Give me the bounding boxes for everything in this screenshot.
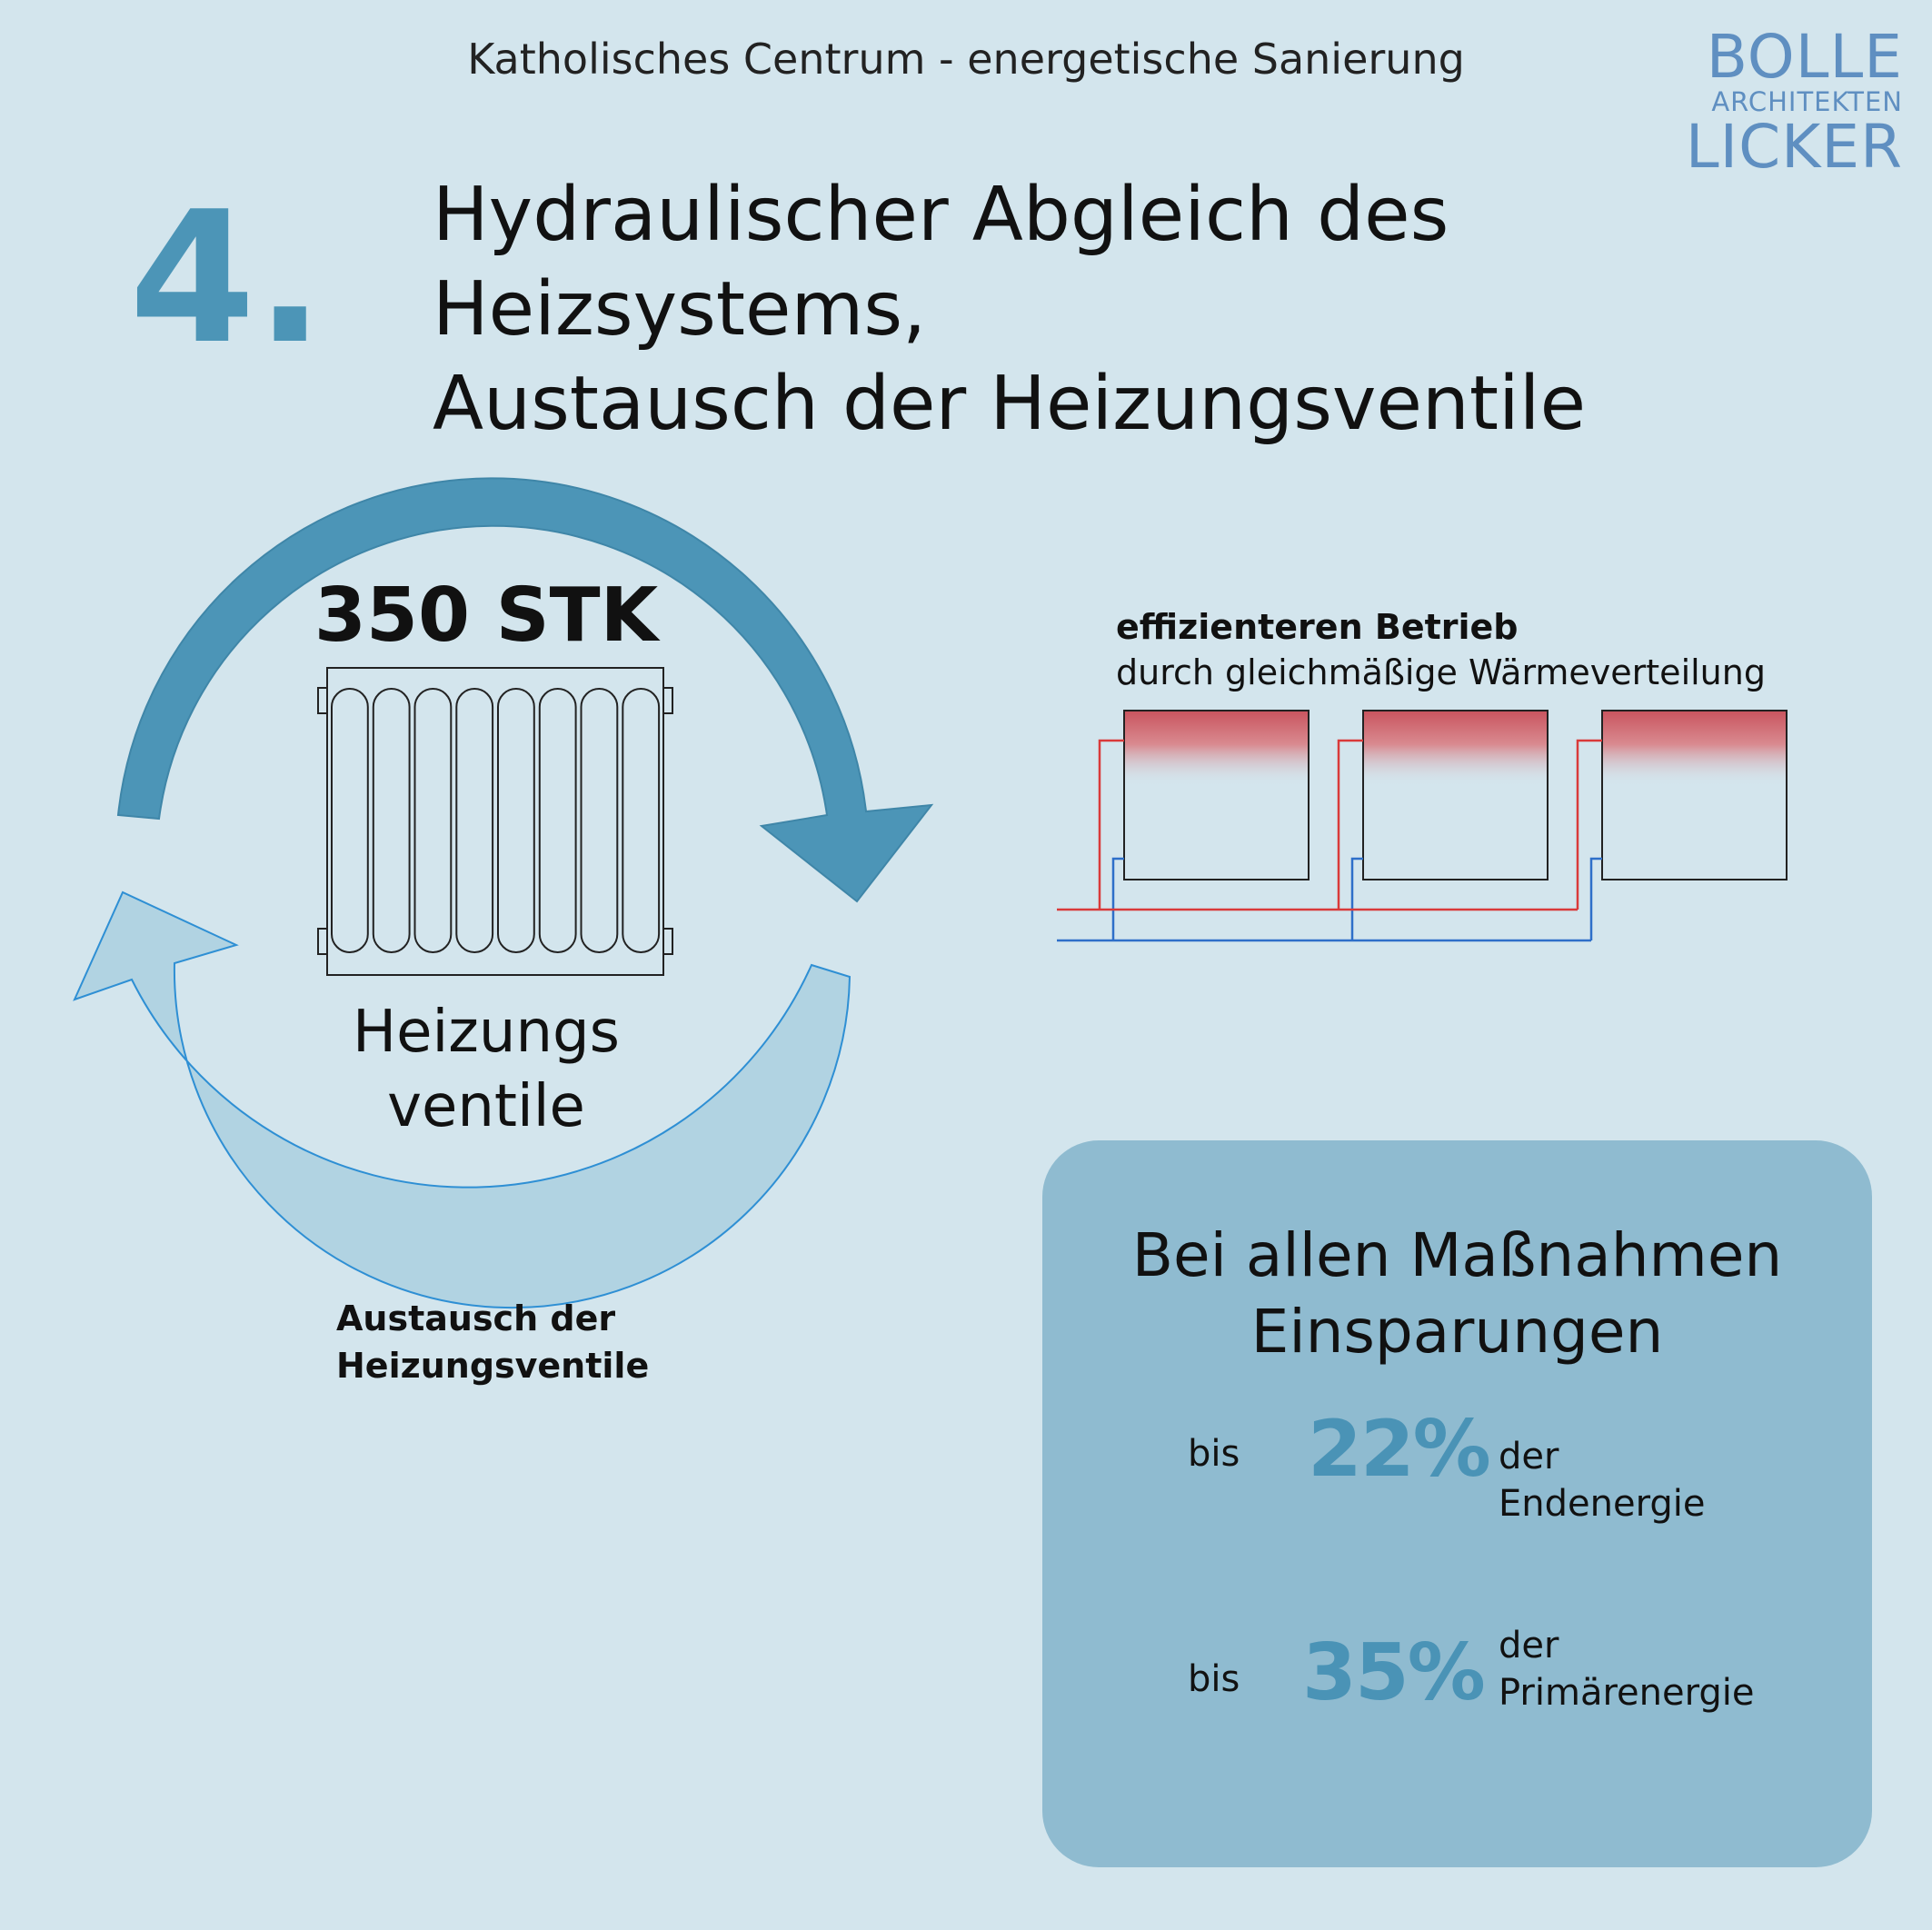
cycle-label-line-2: Heizungsventile: [336, 1346, 650, 1386]
valve-count: 350 STK: [314, 572, 659, 659]
logo-line-2: ARCHITEKTEN: [1711, 86, 1903, 117]
radiator-caption: [291, 995, 682, 1144]
return-riser: [1113, 859, 1124, 940]
savings-title-line-2: Einsparungen: [1250, 1297, 1664, 1367]
return-riser: [1352, 859, 1363, 940]
savings-prefix: bis: [1188, 1433, 1240, 1475]
savings-description-line-1: der: [1499, 1436, 1559, 1477]
cycle-label-line-1: Austausch der: [336, 1298, 616, 1338]
savings-description-line-2: Primärenergie: [1499, 1672, 1755, 1714]
distribution-heading: effizienteren Betrieb: [1116, 607, 1519, 647]
logo-line-1: BOLLE: [1706, 22, 1903, 92]
radiator-caption-line-2: ventile: [387, 1073, 585, 1140]
supply-riser: [1339, 741, 1363, 910]
savings-percent: 35%: [1302, 1627, 1484, 1718]
cycle-label: [336, 1295, 649, 1389]
savings-description: [1499, 1433, 1705, 1527]
supply-riser: [1100, 741, 1124, 910]
page-title-line-1: Hydraulischer Abgleich des Heizsystems,: [433, 172, 1449, 353]
savings-title: [1042, 1218, 1872, 1370]
return-riser: [1591, 859, 1602, 940]
radiator-unit-icon: [1363, 711, 1548, 880]
savings-percent: 22%: [1308, 1404, 1489, 1495]
savings-description-line-1: der: [1499, 1625, 1559, 1666]
logo-line-3: LICKER: [1685, 112, 1903, 182]
radiator-unit-icon: [1124, 711, 1309, 880]
supply-riser: [1578, 741, 1602, 910]
savings-description: [1499, 1622, 1754, 1716]
heating-distribution-diagram: [1057, 711, 1787, 940]
page-title-line-2: Austausch der Heizungsventile: [433, 361, 1587, 447]
savings-description-line-2: Endenergie: [1499, 1483, 1706, 1525]
step-number: 4.: [129, 173, 325, 384]
savings-panel: [1042, 1140, 1872, 1867]
radiator-unit-icon: [1602, 711, 1787, 880]
savings-title-line-1: Bei allen Maßnahmen: [1131, 1220, 1783, 1290]
radiator-caption-line-1: Heizungs: [353, 999, 620, 1066]
distribution-subheading: durch gleichmäßige Wärmeverteilung: [1116, 652, 1766, 692]
radiator-icon: [318, 668, 672, 975]
savings-prefix: bis: [1188, 1658, 1240, 1700]
header-title: Katholisches Centrum - energetische Sanierung: [467, 35, 1465, 84]
